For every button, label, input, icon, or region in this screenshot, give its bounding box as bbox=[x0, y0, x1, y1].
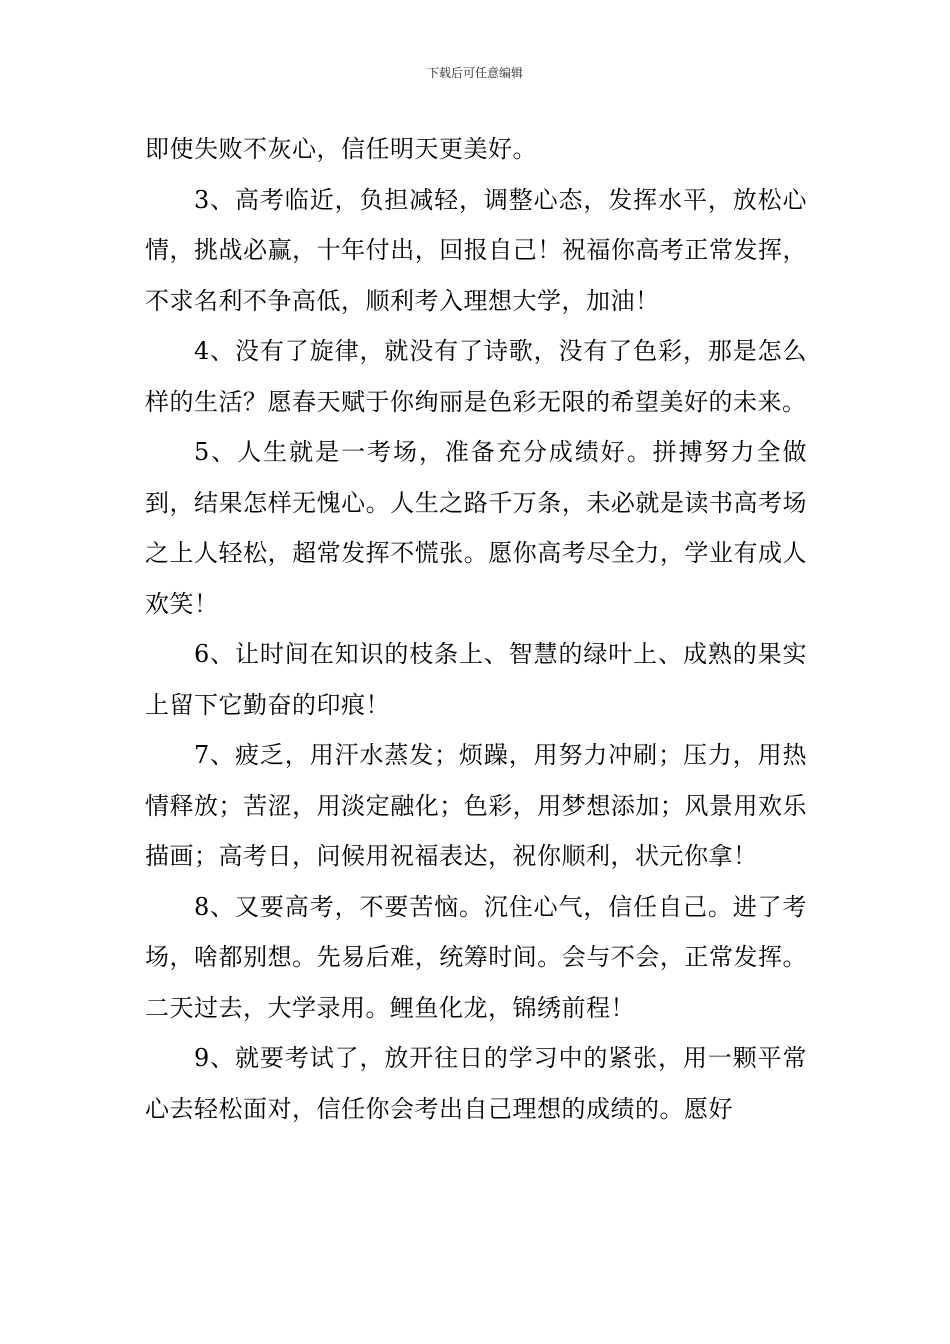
paragraph-item-7: 7、疲乏，用汗水蒸发；烦躁，用努力冲刷；压力，用热情释放；苦涩，用淡定融化；色彩，用梦想添加；风景用欢乐描画；高考日，问候用祝福表达，祝你顺利，状元你拿！ bbox=[145, 741, 807, 870]
page-header: 下载后可任意编辑 bbox=[426, 66, 523, 80]
paragraph-item-8: 8、又要高考，不要苦恼。沉住心气，信任自己。进了考场，啥都别想。先易后难，统筹时间。会与不会，正常发挥。二天过去，大学录用。鲤鱼化龙，锦绣前程！ bbox=[145, 892, 807, 1022]
paragraph-item-9: 9、就要考试了，放开往日的学习中的紧张，用一颗平常心去轻松面对，信任你会考出自己理想的成绩的。愿好 bbox=[145, 1044, 807, 1123]
paragraph-item-5: 5、人生就是一考场，准备充分成绩好。拼搏努力全做到，结果怎样无愧心。人生之路千万条，未必就是读书高考场之上人轻松，超常发挥不慌张。愿你高考尽全力，学业有成人欢笑！ bbox=[145, 438, 807, 618]
paragraph-item-6: 6、让时间在知识的枝条上、智慧的绿叶上、成熟的果实上留下它勤奋的印痕！ bbox=[145, 640, 807, 719]
paragraph-item-4: 4、没有了旋律，就没有了诗歌，没有了色彩，那是怎么样的生活？愿春天赋于你绚丽是色彩无限的希望美好的未来。 bbox=[145, 337, 807, 416]
paragraph-item-3: 3、高考临近，负担减轻，调整心态，发挥水平，放松心情，挑战必赢，十年付出，回报自己！祝福你高考正常发挥，不求名利不争高低，顺利考入理想大学，加油！ bbox=[145, 185, 807, 315]
document-body bbox=[145, 124, 807, 1134]
paragraph-continuation: 即使失败不灰心，信任明天更美好。 bbox=[145, 135, 537, 163]
